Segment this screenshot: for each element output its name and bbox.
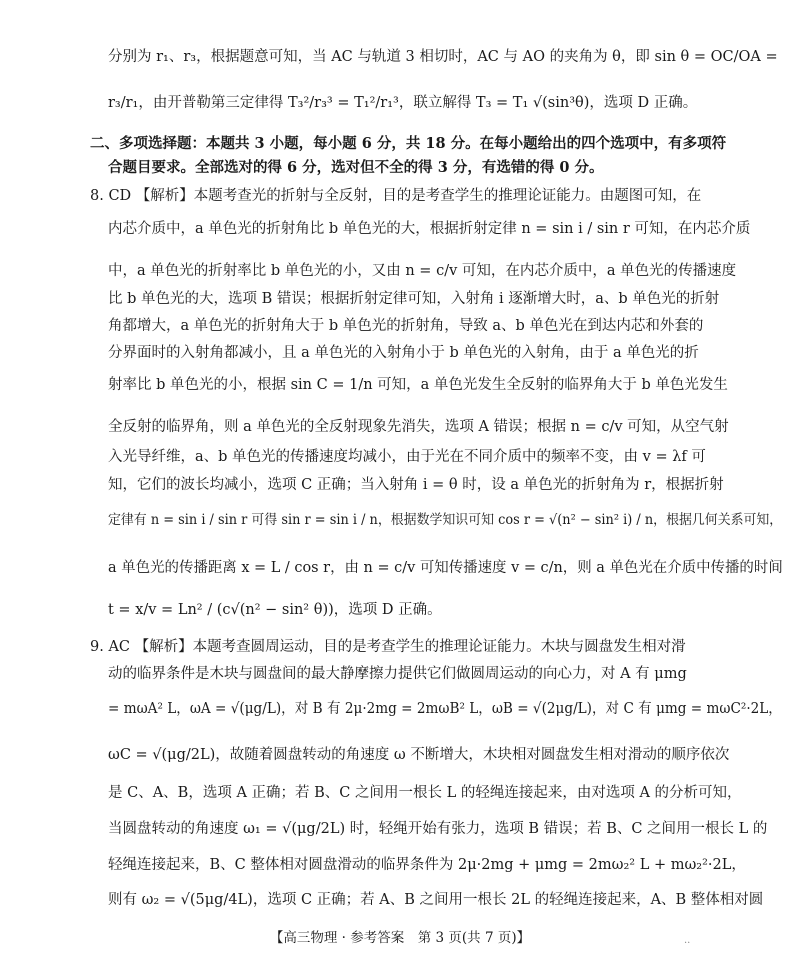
text-line: t = x/v = Ln² / (c√(n² − sin² θ))，选项 D 正确。 xyxy=(108,602,442,618)
text-line: 轻绳连接起来，B、C 整体相对圆盘滑动的临界条件为 2μ·2mg + μmg = 2mω₂² L + mω₂²·2L， xyxy=(108,857,746,873)
question-8-title-line: 8. CD 【解析】本题考查光的折射与全反射，目的是考查学生的推理论证能力。由题图可知，在 xyxy=(90,188,702,204)
text-line: 知，它们的波长均减小，选项 C 正确；当入射角 i = θ 时，设 a 单色光的折射角为 r，根据折射 xyxy=(108,477,724,493)
text-line: r₃/r₁，由开普勒第三定律得 T₃²/r₃³ = T₁²/r₁³，联立解得 T₃ = T₁ √(sin³θ)，选项 D 正确。 xyxy=(108,95,698,111)
page-footer: 【高三物理 · 参考答案 第 3 页(共 7 页)】 xyxy=(269,930,531,946)
section-heading-line: 合题目要求。全部选对的得 6 分，选对但不全的得 3 分，有选错的得 0 分。 xyxy=(108,159,604,176)
text-line: a 单色光的传播距离 x = L / cos r，由 n = c/v 可知传播速度 v = c/n，则 a 单色光在介质中传播的时间 xyxy=(108,560,783,576)
section-heading-line: 二、多项选择题：本题共 3 小题，每小题 6 分，共 18 分。在每小题给出的四个选项中，有多项符 xyxy=(90,135,727,152)
text-line: 当圆盘转动的角速度 ω₁ = √(μg/2L) 时，轻绳开始有张力，选项 B 错误；若 B、C 之间用一根长 L 的 xyxy=(108,821,768,837)
corner-mark: .. xyxy=(684,935,691,946)
text-line: 是 C、A、B，选项 A 正确；若 B、C 之间用一根长 L 的轻绳连接起来，由对选项 A 的分析可知， xyxy=(108,785,742,801)
text-line: 比 b 单色光的大，选项 B 错误；根据折射定律可知，入射角 i 逐渐增大时，a、b 单色光的折射 xyxy=(108,291,720,307)
text-line: 全反射的临界角，则 a 单色光的全反射现象先消失，选项 A 错误；根据 n = c/v 可知，从空气射 xyxy=(108,419,729,435)
text-line: 动的临界条件是木块与圆盘间的最大静摩擦力提供它们做圆周运动的向心力，对 A 有 μmg xyxy=(108,666,687,682)
text-line: 则有 ω₂ = √(5μg/4L)，选项 C 正确；若 A、B 之间用一根长 2L 的轻绳连接起来，A、B 整体相对圆 xyxy=(108,892,764,908)
text-line: 角都增大，a 单色光的折射角大于 b 单色光的折射角，导致 a、b 单色光在到达内芯和外套的 xyxy=(108,318,704,334)
text-line: = mωA² L，ωA = √(μg/L)，对 B 有 2μ·2mg = 2mωB² L，ωB = √(2μg/L)，对 C 有 μmg = mωC²·2L， xyxy=(108,701,782,717)
text-line: 入光导纤维，a、b 单色光的传播速度均减小，由于光在不同介质中的频率不变，由 v = λf 可 xyxy=(108,449,706,465)
text-line: 射率比 b 单色光的小，根据 sin C = 1/n 可知，a 单色光发生全反射的临界角大于 b 单色光发生 xyxy=(108,377,728,393)
text-line: 内芯介质中，a 单色光的折射角比 b 单色光的大，根据折射定律 n = sin i / sin r 可知，在内芯介质 xyxy=(108,221,751,237)
text-line: 分界面时的入射角都减小，且 a 单色光的入射角小于 b 单色光的入射角，由于 a 单色光的折 xyxy=(108,345,699,361)
text-line: 分别为 r₁、r₃，根据题意可知，当 AC 与轨道 3 相切时，AC 与 AO 的夹角为 θ，即 sin θ = OC/OA = xyxy=(108,49,778,65)
text-line: 定律有 n = sin i / sin r 可得 sin r = sin i / n，根据数学知识可知 cos r = √(n² − sin² i) / n，根据几何关系可知， xyxy=(108,512,783,528)
text-line: 中，a 单色光的折射率比 b 单色光的小，又由 n = c/v 可知，在内芯介质中，a 单色光的传播速度 xyxy=(108,263,737,279)
question-9-title-line: 9. AC 【解析】本题考查圆周运动，目的是考查学生的推理论证能力。木块与圆盘发生相对滑 xyxy=(90,639,686,655)
text-line: ωC = √(μg/2L)，故随着圆盘转动的角速度 ω 不断增大，木块相对圆盘发生相对滑动的顺序依次 xyxy=(108,747,730,763)
